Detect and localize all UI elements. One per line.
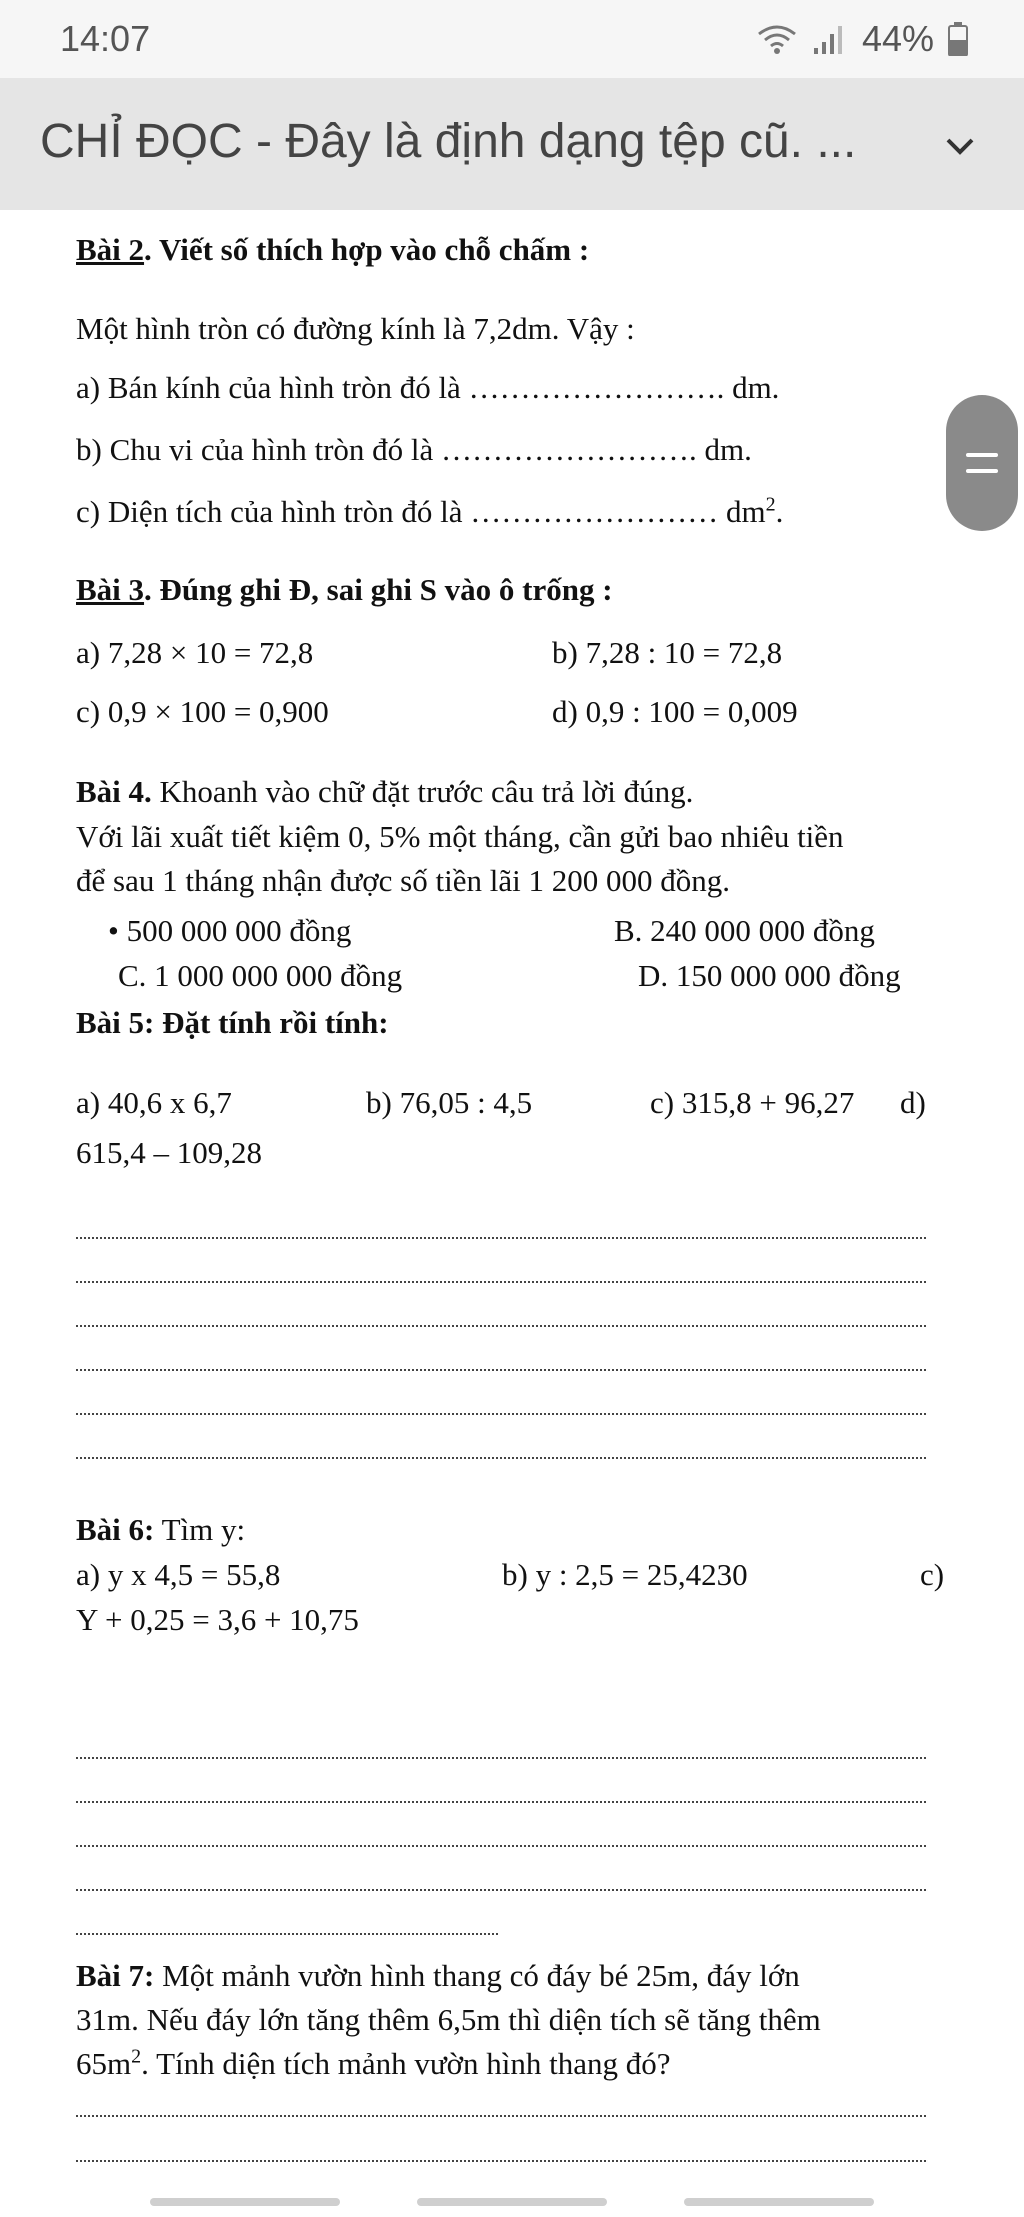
bai5-item-d-expr: 615,4 – 109,28 [76, 1135, 262, 1170]
bai4-line3: để sau 1 tháng nhận được số tiền lãi 1 200 000 đồng. [76, 863, 730, 898]
bai2-title: . Viết số thích hợp vào chỗ chấm : [144, 232, 590, 267]
read-only-banner[interactable] [0, 78, 1024, 210]
bai2-item-b: b) Chu vi của hình tròn đó là ……………………. dm. [76, 432, 752, 467]
bai6-item-c-expr: Y + 0,25 = 3,6 + 10,75 [76, 1602, 359, 1637]
bai6-item-b: b) y : 2,5 = 25,4230 [502, 1557, 748, 1592]
answer-line [76, 1237, 926, 1239]
bai7-line2: 31m. Nếu đáy lớn tăng thêm 6,5m thì diện tích sẽ tăng thêm [76, 2002, 821, 2037]
nav-home-button[interactable] [417, 2198, 607, 2206]
bai7-line3-b: . Tính diện tích mảnh vườn hình thang đó? [141, 2046, 671, 2081]
status-bar [0, 0, 1024, 78]
bai5-item-b: b) 76,05 : 4,5 [366, 1085, 533, 1120]
bai7-label: Bài 7: [76, 1958, 155, 1993]
answer-line [76, 1933, 498, 1935]
battery-icon [948, 22, 968, 56]
bai3-item-c: c) 0,9 × 100 = 0,900 [76, 694, 329, 729]
bai4-label: Bài 4. [76, 774, 152, 809]
document-page [0, 210, 1024, 2180]
bai3-label: Bài 3 [76, 572, 145, 607]
bai4-option-b: B. 240 000 000 đồng [614, 913, 875, 948]
bai6-item-c: c) [920, 1557, 945, 1592]
bai4-title: Khoanh vào chữ đặt trước câu trả lời đúng. [151, 774, 694, 809]
nav-back-button[interactable] [684, 2198, 874, 2206]
fast-scroll-handle[interactable] [946, 395, 1018, 531]
battery-percent: 44% [861, 18, 934, 59]
bai4-heading [76, 774, 693, 810]
bai5-heading: Bài 5: Đặt tính rồi tính: [76, 1005, 389, 1040]
bai5-item-a: a) 40,6 x 6,7 [76, 1085, 232, 1120]
bai7-line3-sup: 2 [131, 2045, 142, 2068]
bai6-title: Tìm y: [154, 1512, 246, 1547]
grip-line [966, 469, 998, 473]
bai3-title: . Đúng ghi Đ, sai ghi S vào ô trống : [144, 572, 613, 607]
answer-line [76, 1801, 926, 1803]
bai2-item-c [76, 494, 783, 530]
bai3-item-d: d) 0,9 : 100 = 0,009 [552, 694, 798, 729]
status-time: 14:07 [60, 18, 151, 59]
bai7-line3 [76, 2046, 671, 2082]
bai6-label: Bài 6: [76, 1512, 155, 1547]
bai5-item-c: c) 315,8 + 96,27 [650, 1085, 855, 1120]
grip-line [966, 453, 998, 457]
bai2-item-c-text: c) Diện tích của hình tròn đó là …………………… dm [76, 494, 766, 529]
answer-line [76, 1889, 926, 1891]
answer-line [76, 1413, 926, 1415]
bai7-line1-text: Một mảnh vườn hình thang có đáy bé 25m, đáy lớn [154, 1958, 800, 1993]
bai4-option-d: D. 150 000 000 đồng [638, 958, 901, 993]
bai4-option-a [108, 913, 351, 949]
answer-line [76, 1325, 926, 1327]
bai3-item-a: a) 7,28 × 10 = 72,8 [76, 635, 314, 670]
bai3-heading [76, 572, 613, 608]
signal-icon [812, 24, 848, 54]
chevron-down-icon[interactable] [940, 126, 980, 166]
bai2-item-a: a) Bán kính của hình tròn đó là ……………………. dm. [76, 370, 780, 405]
bai7-line1 [76, 1958, 800, 1994]
bottom-navigation [0, 2180, 1024, 2217]
bai4-line2: Với lãi xuất tiết kiệm 0, 5% một tháng, cần gửi bao nhiêu tiền [76, 819, 844, 854]
bai4-option-a-text: 500 000 000 đồng [126, 913, 352, 948]
bai2-heading [76, 232, 589, 268]
bai2-item-c-end: . [775, 494, 784, 529]
bai2-item-c-sup: 2 [765, 493, 776, 516]
bai2-label: Bài 2 [76, 232, 145, 267]
answer-line [76, 1369, 926, 1371]
bai4-option-c: C. 1 000 000 000 đồng [118, 958, 403, 993]
answer-line [76, 1757, 926, 1759]
bai5-item-d: d) [900, 1085, 926, 1120]
bullet-icon: • [108, 913, 119, 948]
banner-title: CHỈ ĐỌC - Đây là định dạng tệp cũ. ... [40, 115, 857, 168]
bai3-item-b: b) 7,28 : 10 = 72,8 [552, 635, 783, 670]
answer-line [76, 1281, 926, 1283]
bai6-item-a: a) y x 4,5 = 55,8 [76, 1557, 281, 1592]
answer-line [76, 1845, 926, 1847]
answer-line [76, 2160, 926, 2162]
wifi-icon [756, 22, 798, 56]
answer-line [76, 2115, 926, 2117]
status-icons [756, 18, 968, 60]
nav-recents-button[interactable] [150, 2198, 340, 2206]
bai6-heading [76, 1512, 245, 1548]
answer-line [76, 1457, 926, 1459]
bai7-line3-a: 65m [76, 2046, 132, 2081]
bai2-intro: Một hình tròn có đường kính là 7,2dm. Vậy : [76, 311, 635, 346]
